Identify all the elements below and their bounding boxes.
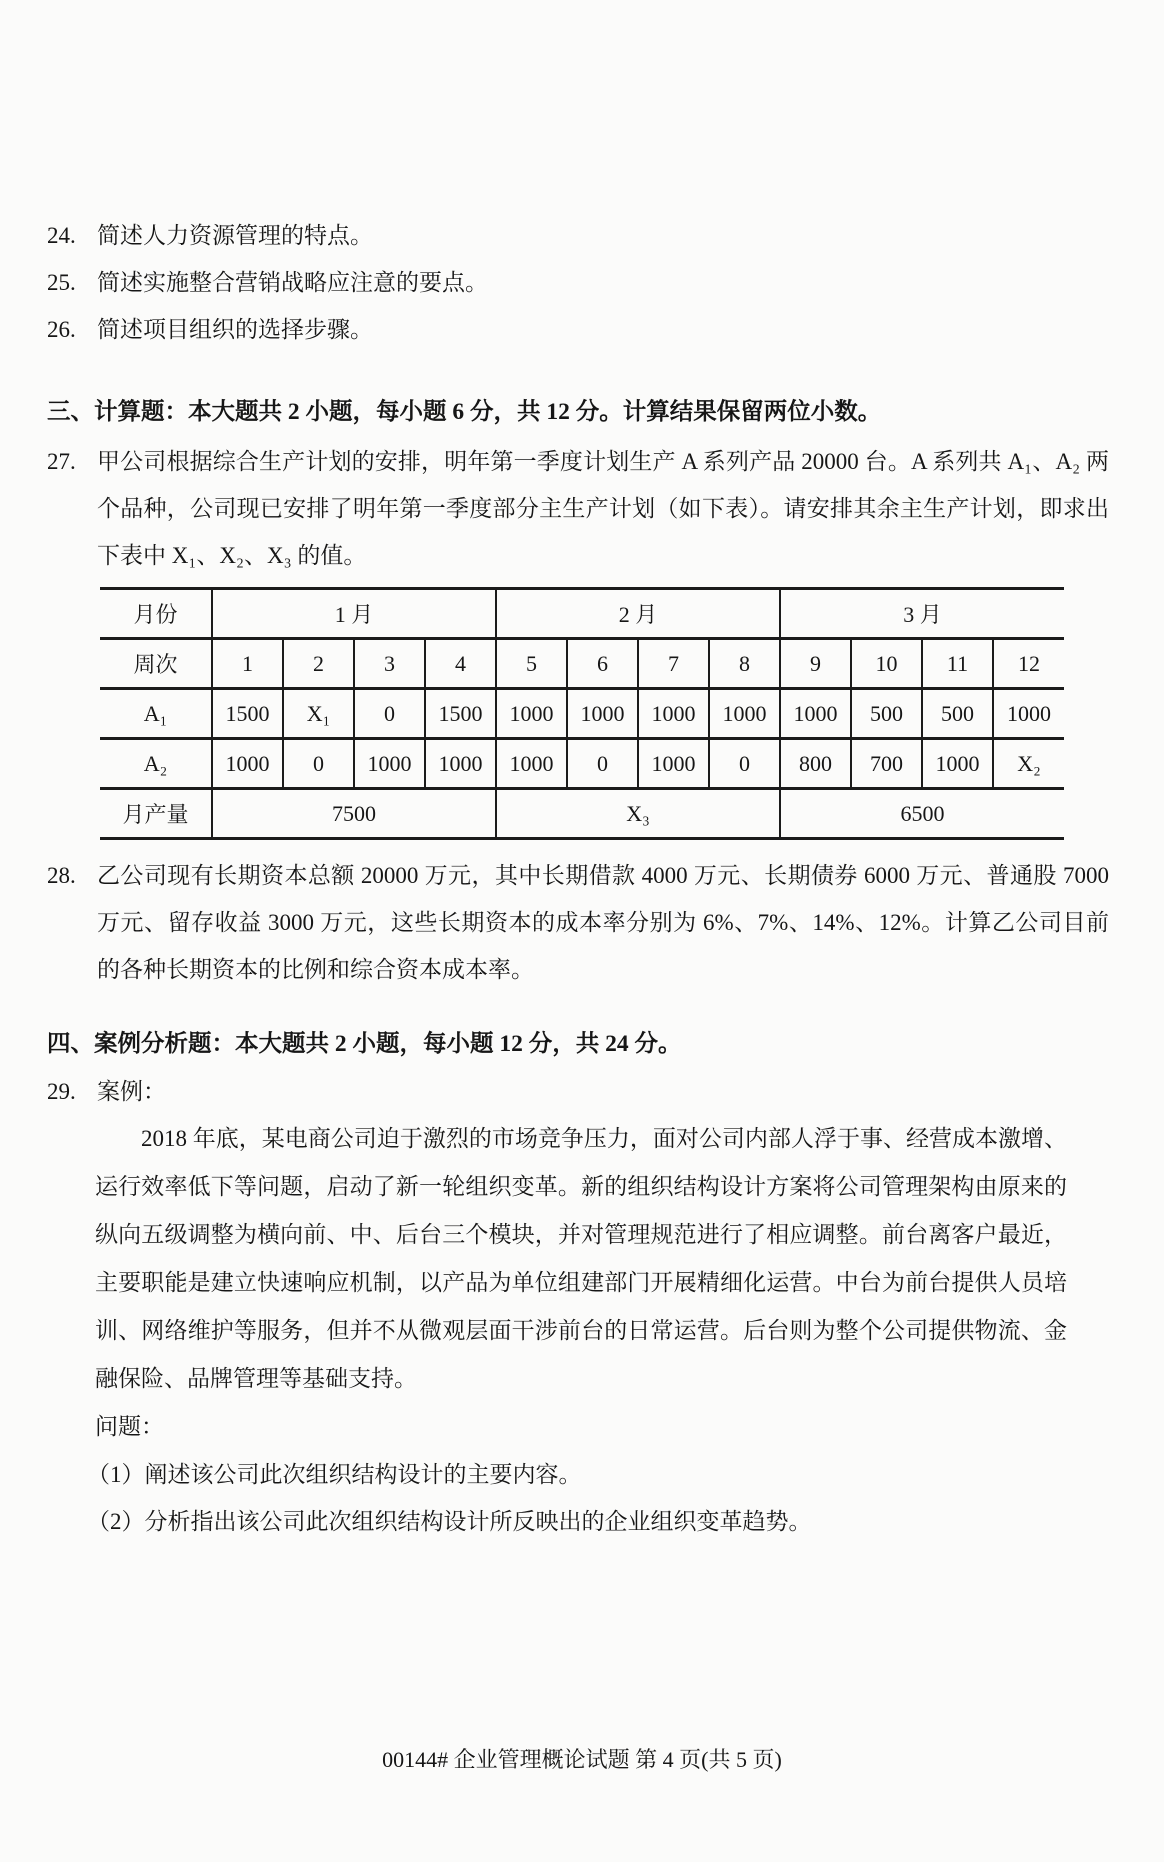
sub-question-1: （1）阐述该公司此次组织结构设计的主要内容。: [87, 1462, 582, 1487]
table-cell: 800: [780, 739, 851, 789]
table-cell: X₁: [283, 689, 354, 739]
table-cell: 3: [354, 639, 425, 689]
table-cell: A₁: [143, 700, 168, 726]
case-label: 案例：: [97, 1079, 166, 1104]
table-cell: 1000: [993, 689, 1064, 739]
table-cell: 1 月: [212, 589, 496, 639]
table-cell: 12: [993, 639, 1064, 689]
sub-question-2: （2）分析指出该公司此次组织结构设计所反映出的企业组织变革趋势。: [87, 1509, 812, 1534]
table-cell: 1000: [496, 689, 567, 739]
question-number: 26.: [47, 317, 76, 342]
table-row-a2: [100, 739, 1064, 789]
table-cell: 500: [922, 689, 993, 739]
question-text: 甲公司根据综合生产计划的安排，明年第一季度计划生产 A 系列产品 20000 台。A 系列共 A₁、A₂ 两个品种，公司现已安排了明年第一季度部分主生产计划（如下表）。请安排其余主生产计划，即求出下表中 X₁、X₂、X₃ 的值。: [97, 449, 1109, 568]
question-27: [47, 438, 1109, 579]
table-cell: 1000: [212, 739, 283, 789]
table-cell: 1000: [780, 689, 851, 739]
production-schedule-table: [100, 587, 1064, 840]
table-cell: 7500: [212, 789, 496, 839]
table-cell: X₂: [993, 739, 1064, 789]
table-cell: 0: [283, 739, 354, 789]
table-cell: 1000: [638, 689, 709, 739]
question-29: [47, 1068, 1109, 1115]
question-text: 简述项目组织的选择步骤。: [97, 317, 373, 342]
table-cell: 6500: [780, 789, 1064, 839]
section-3-heading: 三、计算题：本大题共 2 小题，每小题 6 分，共 12 分。计算结果保留两位小数。: [47, 399, 882, 425]
question-25: [47, 259, 1109, 306]
table-cell: 9: [780, 639, 851, 689]
table-cell: 月份: [133, 602, 178, 627]
table-cell: 500: [851, 689, 922, 739]
table-cell: 月产量: [122, 802, 189, 827]
table-cell: 11: [922, 639, 993, 689]
question-28: [47, 852, 1109, 993]
table-cell: X₃: [496, 789, 780, 839]
question-24: [47, 212, 1109, 259]
page-footer: 00144# 企业管理概论试题 第 4 页(共 5 页): [382, 1747, 782, 1772]
table-cell: 1000: [425, 739, 496, 789]
question-text: 简述人力资源管理的特点。: [97, 223, 373, 248]
table-row-week: [100, 639, 1064, 689]
section-4-heading: 四、案例分析题：本大题共 2 小题，每小题 12 分，共 24 分。: [47, 1031, 682, 1057]
question-26: [47, 306, 1109, 353]
question-number: 25.: [47, 270, 76, 295]
table-cell: 1000: [496, 739, 567, 789]
table-cell: 2 月: [496, 589, 780, 639]
table-cell: 1000: [638, 739, 709, 789]
table-cell: 0: [567, 739, 638, 789]
case-body: 2018 年底，某电商公司迫于激烈的市场竞争压力，面对公司内部人浮于事、经营成本激增、运行效率低下等问题，启动了新一轮组织变革。新的组织结构设计方案将公司管理架构由原来的纵向五级调整为横向前、中、后台三个模块，并对管理规范进行了相应调整。前台离客户最近，主要职能是建立快速响应机制，以产品为单位组建部门开展精细化运营。中台为前台提供人员培训、网络维护等服务，但并不从微观层面干涉前台的日常运营。后台则为整个公司提供物流、金融保险、品牌管理等基础支持。: [95, 1126, 1067, 1391]
table-cell: 1000: [354, 739, 425, 789]
question-text: 乙公司现有长期资本总额 20000 万元，其中长期借款 4000 万元、长期债券 6000 万元、普通股 7000 万元、留存收益 3000 万元，这些长期资本的成本率分别为 6%、7%、14%、12%。计算乙公司目前的各种长期资本的比例和综合资本成本率。: [97, 863, 1109, 982]
table-cell: 3 月: [780, 589, 1064, 639]
question-number: 28.: [47, 863, 76, 888]
table-cell: 1000: [567, 689, 638, 739]
question-number: 27.: [47, 449, 76, 474]
table-cell: 1000: [709, 689, 780, 739]
exam-content: [47, 0, 1109, 1545]
table-cell: 7: [638, 639, 709, 689]
questions-label: 问题：: [95, 1414, 164, 1439]
table-cell: 1: [212, 639, 283, 689]
table-cell: 10: [851, 639, 922, 689]
table-cell: 1000: [922, 739, 993, 789]
table-cell: 2: [283, 639, 354, 689]
table-cell: 700: [851, 739, 922, 789]
table-row-a1: [100, 689, 1064, 739]
table-row-month: [100, 589, 1064, 639]
table-cell: 6: [567, 639, 638, 689]
table-cell: 1500: [425, 689, 496, 739]
table-cell: 周次: [133, 652, 178, 677]
table-cell: 0: [354, 689, 425, 739]
question-number: 29.: [47, 1079, 76, 1104]
table-cell: 8: [709, 639, 780, 689]
table-cell: 1500: [212, 689, 283, 739]
table-cell: 0: [709, 739, 780, 789]
question-text: 简述实施整合营销战略应注意的要点。: [97, 270, 488, 295]
table-cell: 5: [496, 639, 567, 689]
question-number: 24.: [47, 223, 76, 248]
table-cell: A₂: [143, 750, 168, 776]
table-cell: 4: [425, 639, 496, 689]
table-row-monthly-output: [100, 789, 1064, 839]
